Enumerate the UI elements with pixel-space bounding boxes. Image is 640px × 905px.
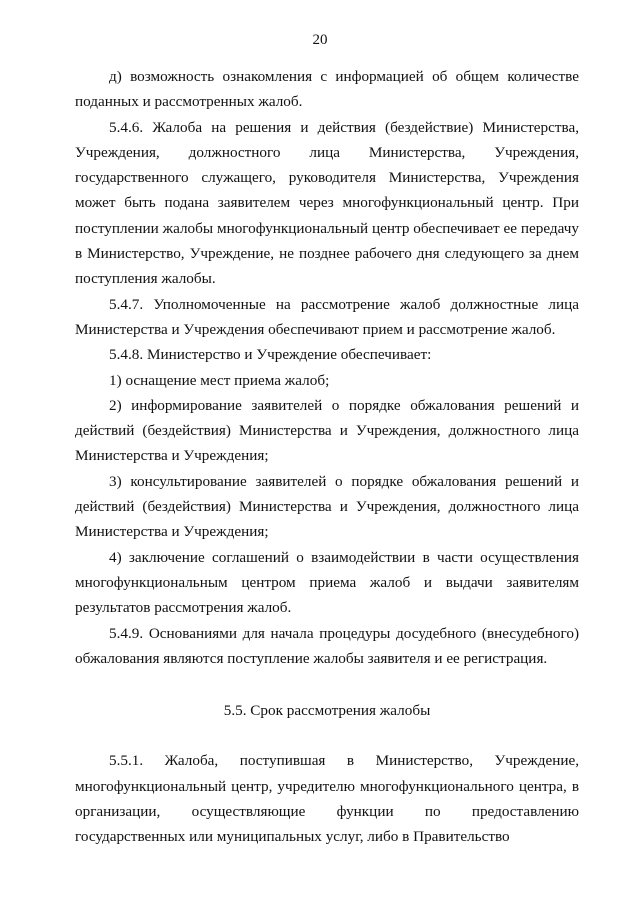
paragraph-5-4-7: 5.4.7. Уполномоченные на рассмотрение жалоб должностные лица Министерства и Учреждения обеспечивают прием и рассмотрение жалоб. (75, 295, 579, 338)
paragraph-list-item-3: 3) консультирование заявителей о порядке обжалования решений и действий (бездействия) Министерства и Учреждения, должностного лица Министерства и Учреждения; (75, 472, 579, 541)
paragraph-5-4-8: 5.4.8. Министерство и Учреждение обеспечивает: (109, 346, 432, 364)
paragraph-list-item-1: 1) оснащение мест приема жалоб; (109, 371, 330, 389)
page-number: 20 (312, 32, 328, 48)
paragraph-list-item-4: 4) заключение соглашений о взаимодействии в части осуществления многофункциональным центром приема жалоб и выдачи заявителям результатов рассмотрения жалоб. (75, 548, 579, 617)
paragraph-5-4-9: 5.4.9. Основаниями для начала процедуры досудебного (внесудебного) обжалования являются поступление жалобы заявителя и ее регистрация. (75, 624, 579, 667)
paragraph-list-item-2: 2) информирование заявителей о порядке обжалования решений и действий (бездействия) Министерства и Учреждения, должностного лица Министерства и Учреждения; (75, 396, 579, 465)
section-heading: 5.5. Срок рассмотрения жалобы (223, 702, 431, 720)
paragraph-5-5-1: 5.5.1. Жалоба, поступившая в Министерство, Учреждение, многофункциональный центр, учредителю многофункционального центра, в организации, осуществляющие функции по предоставлению государственных или муниципальных услуг, либо в Правительство (75, 752, 579, 846)
paragraph-item-d: д) возможность ознакомления с информацией об общем количестве поданных и рассмотренных жалоб. (75, 68, 579, 111)
document-body (75, 64, 579, 850)
paragraph-5-4-6: 5.4.6. Жалоба на решения и действия (бездействие) Министерства, Учреждения, должностного лица Министерства, Учреждения, государственного служащего, руководителя Министерства, Учреждения может быть подана заявителем через многофункциональный центр. При поступлении жалобы многофункциональный центр обеспечивает ее передачу в Министерство, Учреждение, не позднее рабочего дня следующего за днем поступления жалобы. (75, 118, 579, 288)
